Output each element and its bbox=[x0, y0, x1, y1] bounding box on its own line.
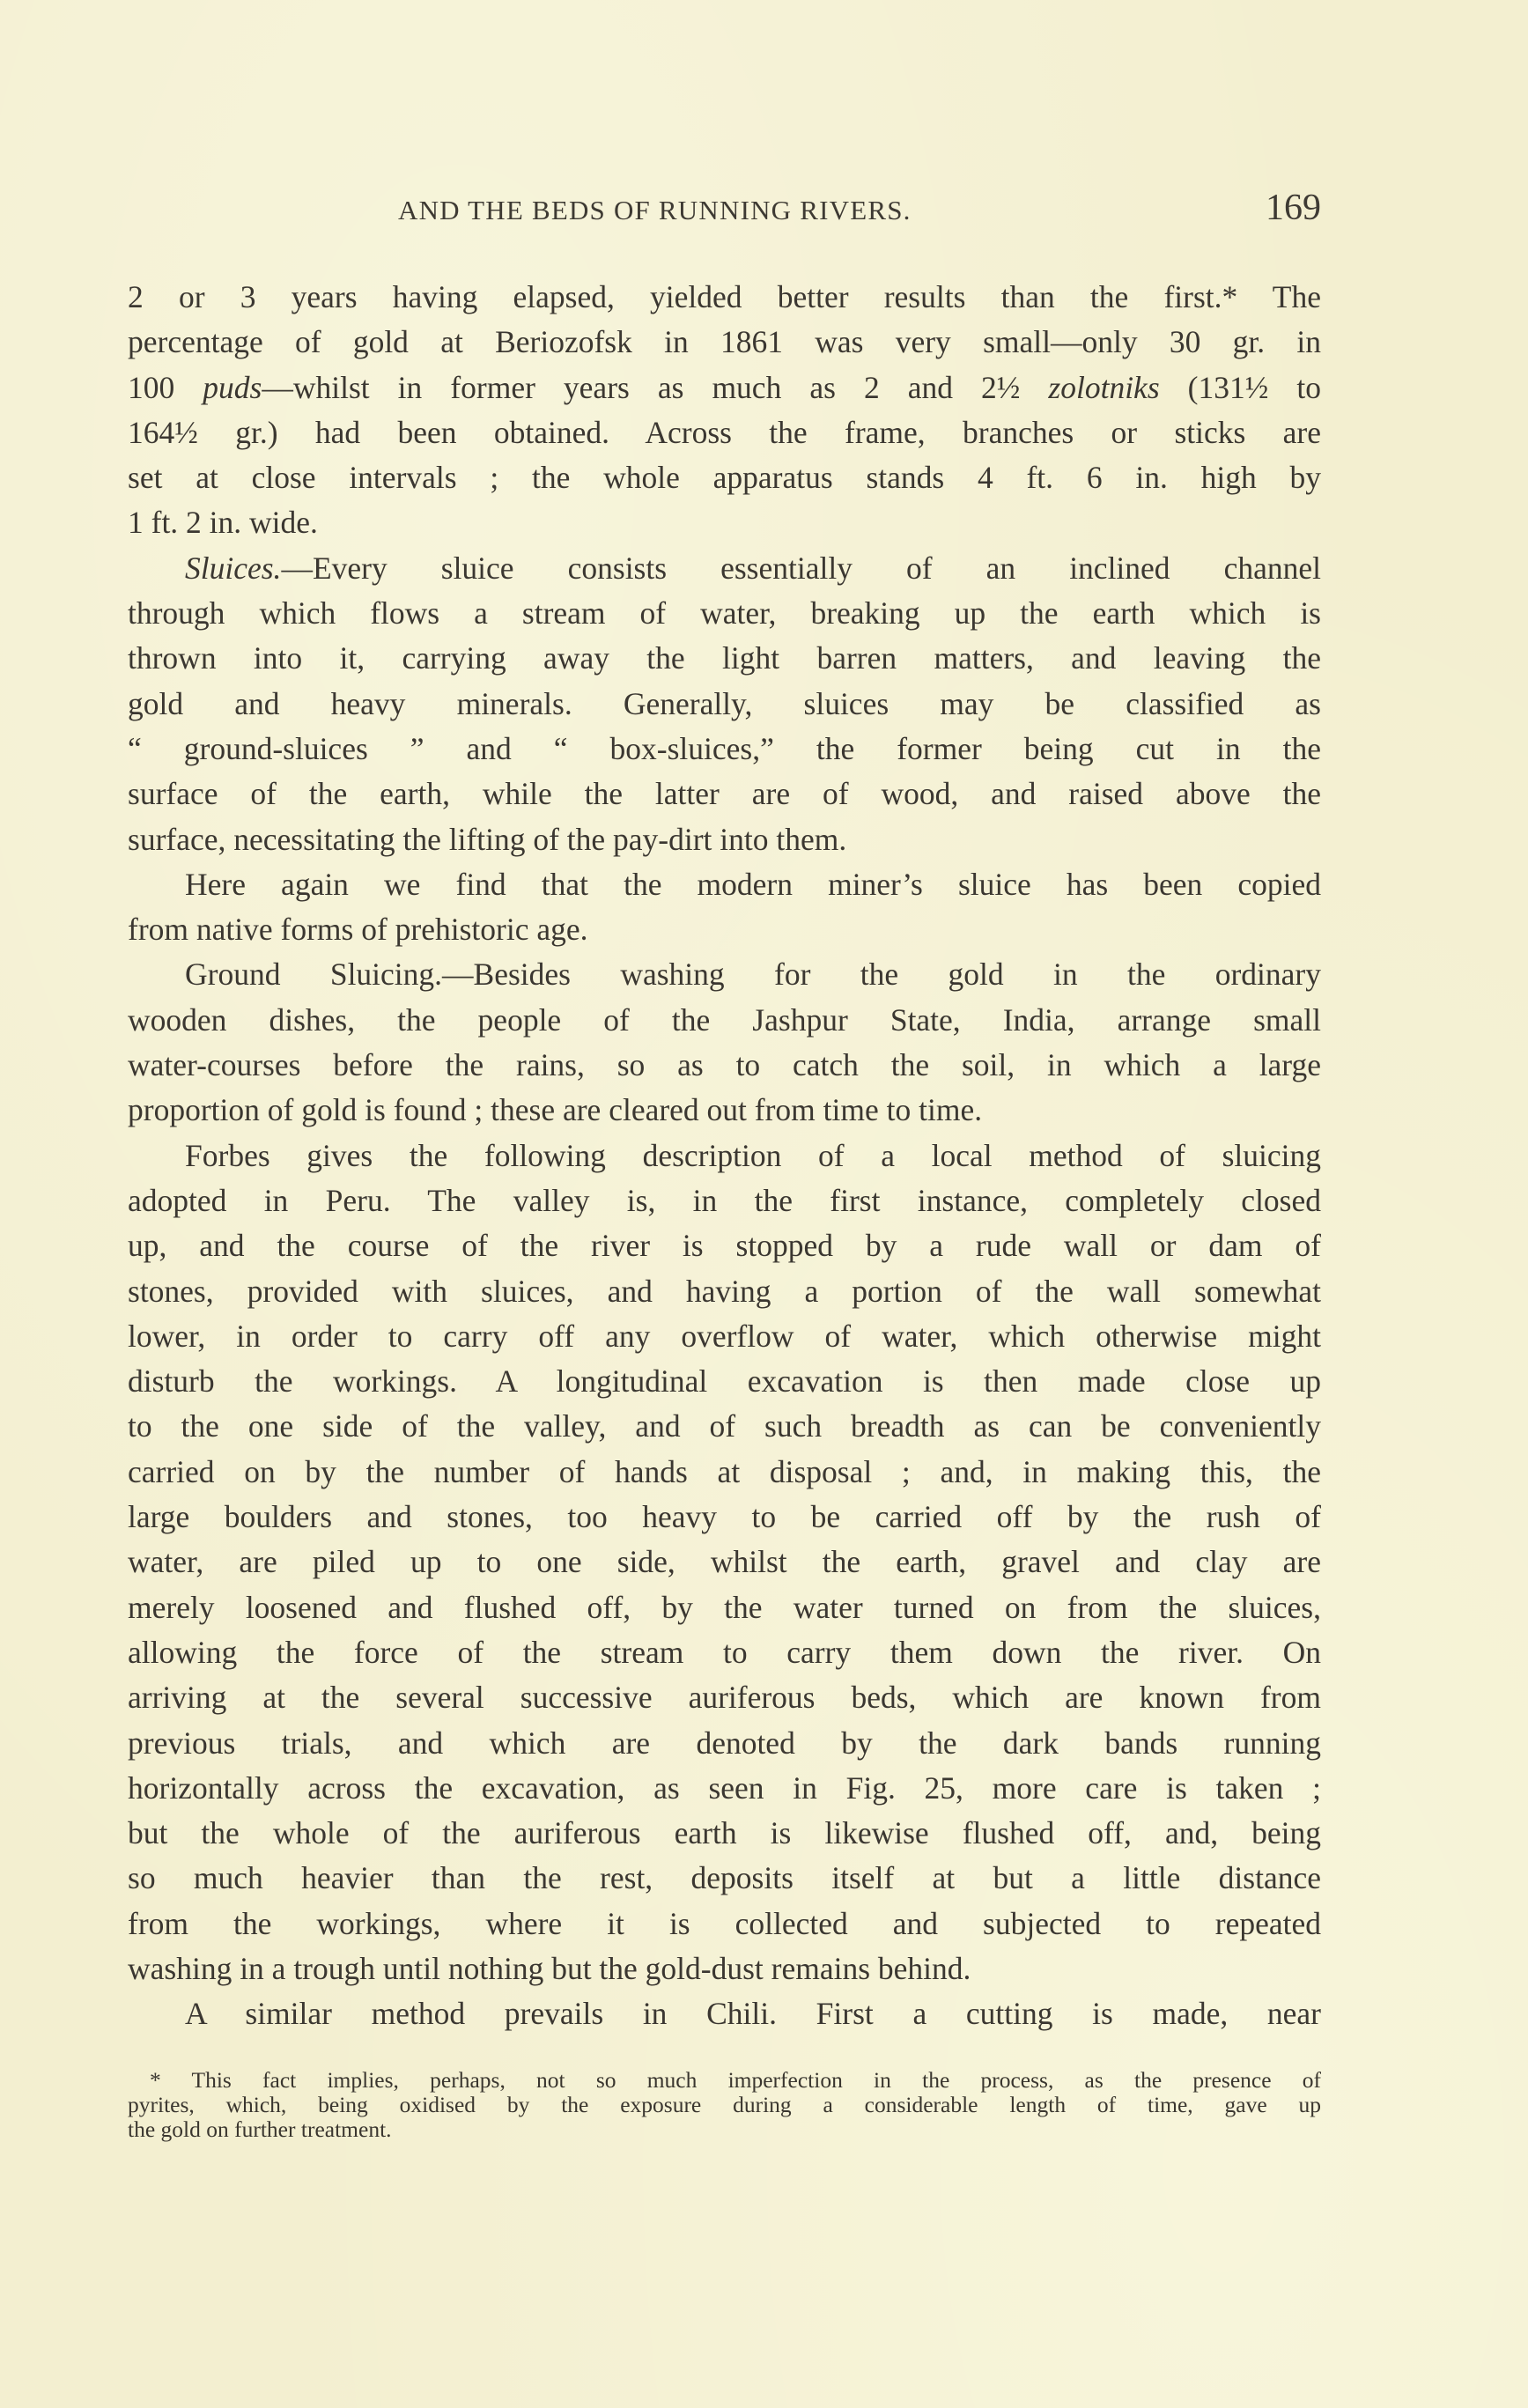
body-line bbox=[128, 591, 1321, 636]
footnote bbox=[128, 2068, 1321, 2142]
text-run: —whilst in former years as much as 2 and 2½ bbox=[262, 369, 1049, 405]
body-line bbox=[128, 1902, 1321, 1946]
text-run: disturb the workings. A longitudinal excavation is then made close up bbox=[128, 1363, 1321, 1400]
body-line bbox=[128, 1585, 1321, 1630]
body-line bbox=[128, 1811, 1321, 1856]
italic-term: Sluices. bbox=[185, 550, 282, 586]
text-run: 2 or 3 years having elapsed, yielded better results than the first.* The bbox=[128, 279, 1321, 314]
body-line bbox=[128, 320, 1321, 365]
body-line bbox=[128, 1766, 1321, 1811]
body-line bbox=[128, 1450, 1321, 1495]
text-run: Here again we find that the modern miner’s sluice has been copied bbox=[185, 866, 1321, 902]
text-run: surface, necessitating the lifting of the pay-dirt into them. bbox=[128, 821, 847, 857]
body-line bbox=[128, 862, 1321, 907]
text-run: large boulders and stones, too heavy to be carried off by the rush of bbox=[128, 1499, 1321, 1535]
body-line bbox=[128, 455, 1321, 500]
text-run: A similar method prevails in Chili. First a cutting is made, near bbox=[185, 1996, 1321, 2032]
body-line bbox=[128, 1223, 1321, 1268]
text-run: previous trials, and which are denoted by the dark bands running bbox=[128, 1725, 1321, 1761]
text-run: so much heavier than the rest, deposits itself at but a little distance bbox=[128, 1860, 1321, 1896]
text-run: from the workings, where it is collected and subjected to repeated bbox=[128, 1905, 1321, 1941]
italic-term: puds bbox=[203, 369, 262, 405]
body-line bbox=[128, 1675, 1321, 1720]
body-line bbox=[128, 275, 1321, 320]
body-line bbox=[128, 1404, 1321, 1449]
body-line bbox=[128, 907, 1321, 952]
body-line bbox=[128, 1495, 1321, 1540]
body-text bbox=[128, 275, 1321, 2037]
body-line bbox=[128, 546, 1321, 591]
italic-term: zolotniks bbox=[1048, 369, 1160, 405]
body-line bbox=[128, 727, 1321, 772]
text-run: —Every sluice consists essentially of an inclined channel bbox=[281, 550, 1321, 586]
text-run: up, and the course of the river is stopped by a rude wall or dam of bbox=[128, 1228, 1321, 1264]
text-run: thrown into it, carrying away the light barren matters, and leaving the bbox=[128, 640, 1321, 676]
text-run: set at close intervals ; the whole apparatus stands 4 ft. 6 in. high by bbox=[128, 460, 1321, 496]
body-line bbox=[128, 1991, 1321, 2036]
text-run: allowing the force of the stream to carry them down the river. On bbox=[128, 1634, 1321, 1670]
text-run: Forbes gives the following description of a local method of sluicing bbox=[185, 1137, 1321, 1173]
body-line bbox=[128, 1269, 1321, 1314]
text-run: horizontally across the excavation, as seen in Fig. 25, more care is taken ; bbox=[128, 1769, 1321, 1806]
text-run: arriving at the several successive auriferous beds, which are known from bbox=[128, 1680, 1321, 1716]
footnote-line bbox=[128, 2093, 1321, 2117]
body-line bbox=[128, 1540, 1321, 1584]
body-line bbox=[128, 998, 1321, 1043]
text-run: percentage of gold at Beriozofsk in 1861 was very small—only 30 gr. in bbox=[128, 324, 1321, 360]
text-run: gold and heavy minerals. Generally, sluices may be classified as bbox=[128, 685, 1321, 721]
text-run: stones, provided with sluices, and having a portion of the wall somewhat bbox=[128, 1273, 1321, 1309]
body-line bbox=[128, 682, 1321, 727]
body-line bbox=[128, 1178, 1321, 1223]
body-line bbox=[128, 952, 1321, 997]
text-run: proportion of gold is found ; these are cleared out from time to time. bbox=[128, 1092, 983, 1128]
text-run: from native forms of prehistoric age. bbox=[128, 912, 588, 948]
text-run: 100 bbox=[128, 369, 203, 405]
body-line bbox=[128, 1856, 1321, 1901]
text-run: washing in a trough until nothing but the gold-dust remains behind. bbox=[128, 1950, 971, 1986]
text-run: Ground Sluicing.—Besides washing for the gold in the ordinary bbox=[185, 957, 1321, 993]
text-run: “ ground-sluices ” and “ box-sluices,” the former being cut in the bbox=[128, 730, 1321, 766]
text-run: merely loosened and flushed off, by the water turned on from the sluices, bbox=[128, 1589, 1321, 1625]
text-run: water, are piled up to one side, whilst the earth, gravel and clay are bbox=[128, 1544, 1321, 1580]
text-run: carried on by the number of hands at disposal ; and, in making this, the bbox=[128, 1453, 1321, 1489]
body-line bbox=[128, 1043, 1321, 1088]
body-line bbox=[128, 1359, 1321, 1404]
body-line bbox=[128, 410, 1321, 455]
text-run: the gold on further treatment. bbox=[128, 2116, 392, 2142]
running-head: AND THE BEDS OF RUNNING RIVERS. bbox=[398, 195, 912, 225]
text-run: 1 ft. 2 in. wide. bbox=[128, 505, 318, 541]
text-run: surface of the earth, while the latter are of wood, and raised above the bbox=[128, 776, 1321, 812]
body-line bbox=[128, 636, 1321, 681]
text-run: wooden dishes, the people of the Jashpur State, India, arrange small bbox=[128, 1001, 1321, 1038]
text-run: (131½ to bbox=[1159, 369, 1322, 405]
body-line bbox=[128, 817, 1321, 862]
text-run: through which flows a stream of water, breaking up the earth which is bbox=[128, 595, 1321, 632]
body-line bbox=[128, 772, 1321, 816]
text-run: water-courses before the rains, so as to catch the soil, in which a large bbox=[128, 1047, 1321, 1083]
body-line bbox=[128, 1134, 1321, 1178]
text-run: 164½ gr.) had been obtained. Across the frame, branches or sticks are bbox=[128, 414, 1321, 450]
body-line bbox=[128, 1314, 1321, 1359]
text-run: * This fact implies, perhaps, not so much imperfection in the process, as the presence of bbox=[150, 2067, 1321, 2093]
text-run: adopted in Peru. The valley is, in the first instance, completely closed bbox=[128, 1182, 1321, 1218]
text-run: lower, in order to carry off any overflow of water, which otherwise might bbox=[128, 1318, 1321, 1354]
text-run: but the whole of the auriferous earth is likewise flushed off, and, being bbox=[128, 1815, 1321, 1851]
body-line bbox=[128, 500, 1321, 545]
footnote-line bbox=[128, 2117, 1321, 2142]
body-line bbox=[128, 1630, 1321, 1675]
body-line bbox=[128, 1721, 1321, 1766]
body-line bbox=[128, 366, 1321, 410]
text-run: pyrites, which, being oxidised by the exposure during a considerable length of time, gave up bbox=[128, 2092, 1321, 2117]
page-number: 169 bbox=[1266, 188, 1321, 228]
body-line bbox=[128, 1946, 1321, 1991]
text-run: to the one side of the valley, and of such breadth as can be conveniently bbox=[128, 1408, 1321, 1444]
footnote-line bbox=[128, 2068, 1321, 2093]
body-line bbox=[128, 1088, 1321, 1133]
